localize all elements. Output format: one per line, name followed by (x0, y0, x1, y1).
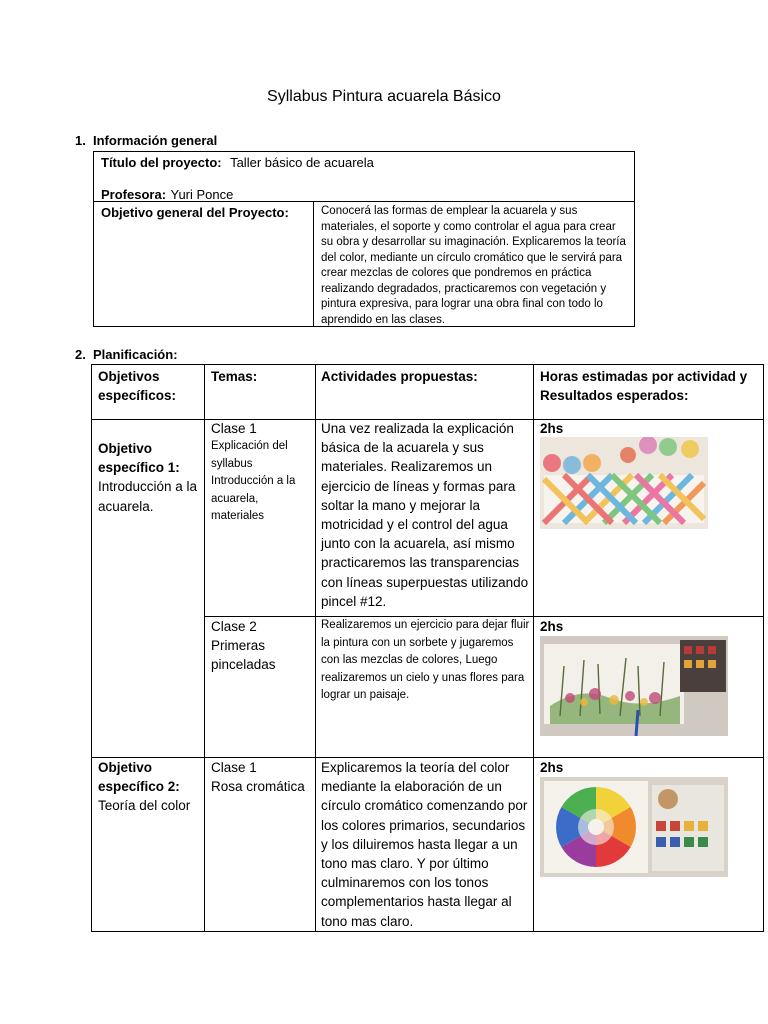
section1-title: Información general (93, 133, 218, 148)
row1-actividad: Una vez realizada la explicación básica de la acuarela y sus materiales. Realizaremos un ejercicio de líneas y formas para soltar la mano y mejorar la motricidad y el control del agua junto con la acuarela, así mismo practicaremos las transparencias con líneas superpuestas utilizando pincel #12. (321, 421, 529, 609)
titulo-value: Taller básico de acuarela (230, 155, 374, 170)
document-title: Syllabus Pintura acuarela Básico (267, 88, 501, 105)
info-row-objective (94, 202, 634, 326)
header-actividades: Actividades propuestas: (321, 369, 478, 384)
flowers-painting-image (540, 636, 728, 736)
planning-table (91, 364, 764, 932)
row1-clase: Clase 1 (211, 421, 257, 436)
section1-heading (75, 133, 217, 148)
row1-temas (211, 419, 313, 526)
section1-number: 1. (75, 133, 86, 148)
titulo-label: Título del proyecto: (101, 155, 222, 170)
row3-horas: 2hs (540, 760, 564, 775)
row3-actividad: Explicaremos la teoría del color mediante la elaboración de un círculo cromático comenzando por los colores primarios, secundarios y los diluiremos hasta llegar a un tono mas claro. Y por último culminaremos con los tonos complementarios hasta llegar al tono mas claro. (321, 760, 528, 929)
row2-tema: Primeras pinceladas (211, 638, 276, 673)
row2-actividad: Realizaremos un ejercicio para dejar fluir la pintura con un sorbete y jugaremos con las mezclas de colores, Luego realizaremos un cielo y unas flores para lograr un paisaje. (321, 619, 530, 701)
row1-horas: 2hs (540, 421, 564, 436)
row3-clase: Clase 1 (211, 760, 257, 775)
header-horas: Horas estimadas por actividad y Resultados esperados: (540, 369, 748, 403)
row3-temas (211, 758, 313, 796)
watercolor-lines-image (540, 437, 708, 529)
color-wheel-image (540, 777, 728, 877)
objective-2 (98, 758, 201, 816)
header-objetivos: Objetivos específicos: (98, 369, 177, 403)
section2-number: 2. (75, 347, 86, 362)
objetivo-label: Objetivo general del Proyecto: (101, 205, 289, 220)
profesora-value: Yuri Ponce (170, 187, 234, 202)
row3-tema: Rosa cromática (211, 779, 305, 795)
row1-tema: Explicación del syllabus Introducción a la acuarela, materiales (211, 440, 296, 523)
objective-1-text: Introducción a la acuarela. (98, 479, 198, 514)
section2-heading (75, 347, 178, 362)
profesora-label: Profesora: (101, 187, 167, 202)
row2-horas: 2hs (540, 619, 564, 634)
row2-temas (211, 617, 313, 675)
header-temas: Temas: (211, 369, 258, 384)
objective-2-text: Teoría del color (98, 798, 191, 814)
objective-2-label: Objetivo específico 2: (98, 760, 180, 795)
objective-1 (98, 439, 201, 516)
section2-title: Planificación: (93, 347, 178, 362)
objective-1-label: Objetivo específico 1: (98, 441, 180, 476)
objetivo-text: Conocerá las formas de emplear la acuarela y sus materiales, el soporte y como controlar el agua para crear su obra y desarrollar su imaginación. Explicaremos la teoría del color, mediante un círculo cromático que le servirá para crear mezclas de colores que pondremos en práctica realizando degradados, practicaremos con vegetación y pintura expresiva, para lograr una obra final con todo lo aprendido en las clases. (321, 205, 626, 326)
info-row-project (94, 152, 634, 202)
general-info-table (93, 151, 635, 327)
row2-clase: Clase 2 (211, 619, 257, 634)
